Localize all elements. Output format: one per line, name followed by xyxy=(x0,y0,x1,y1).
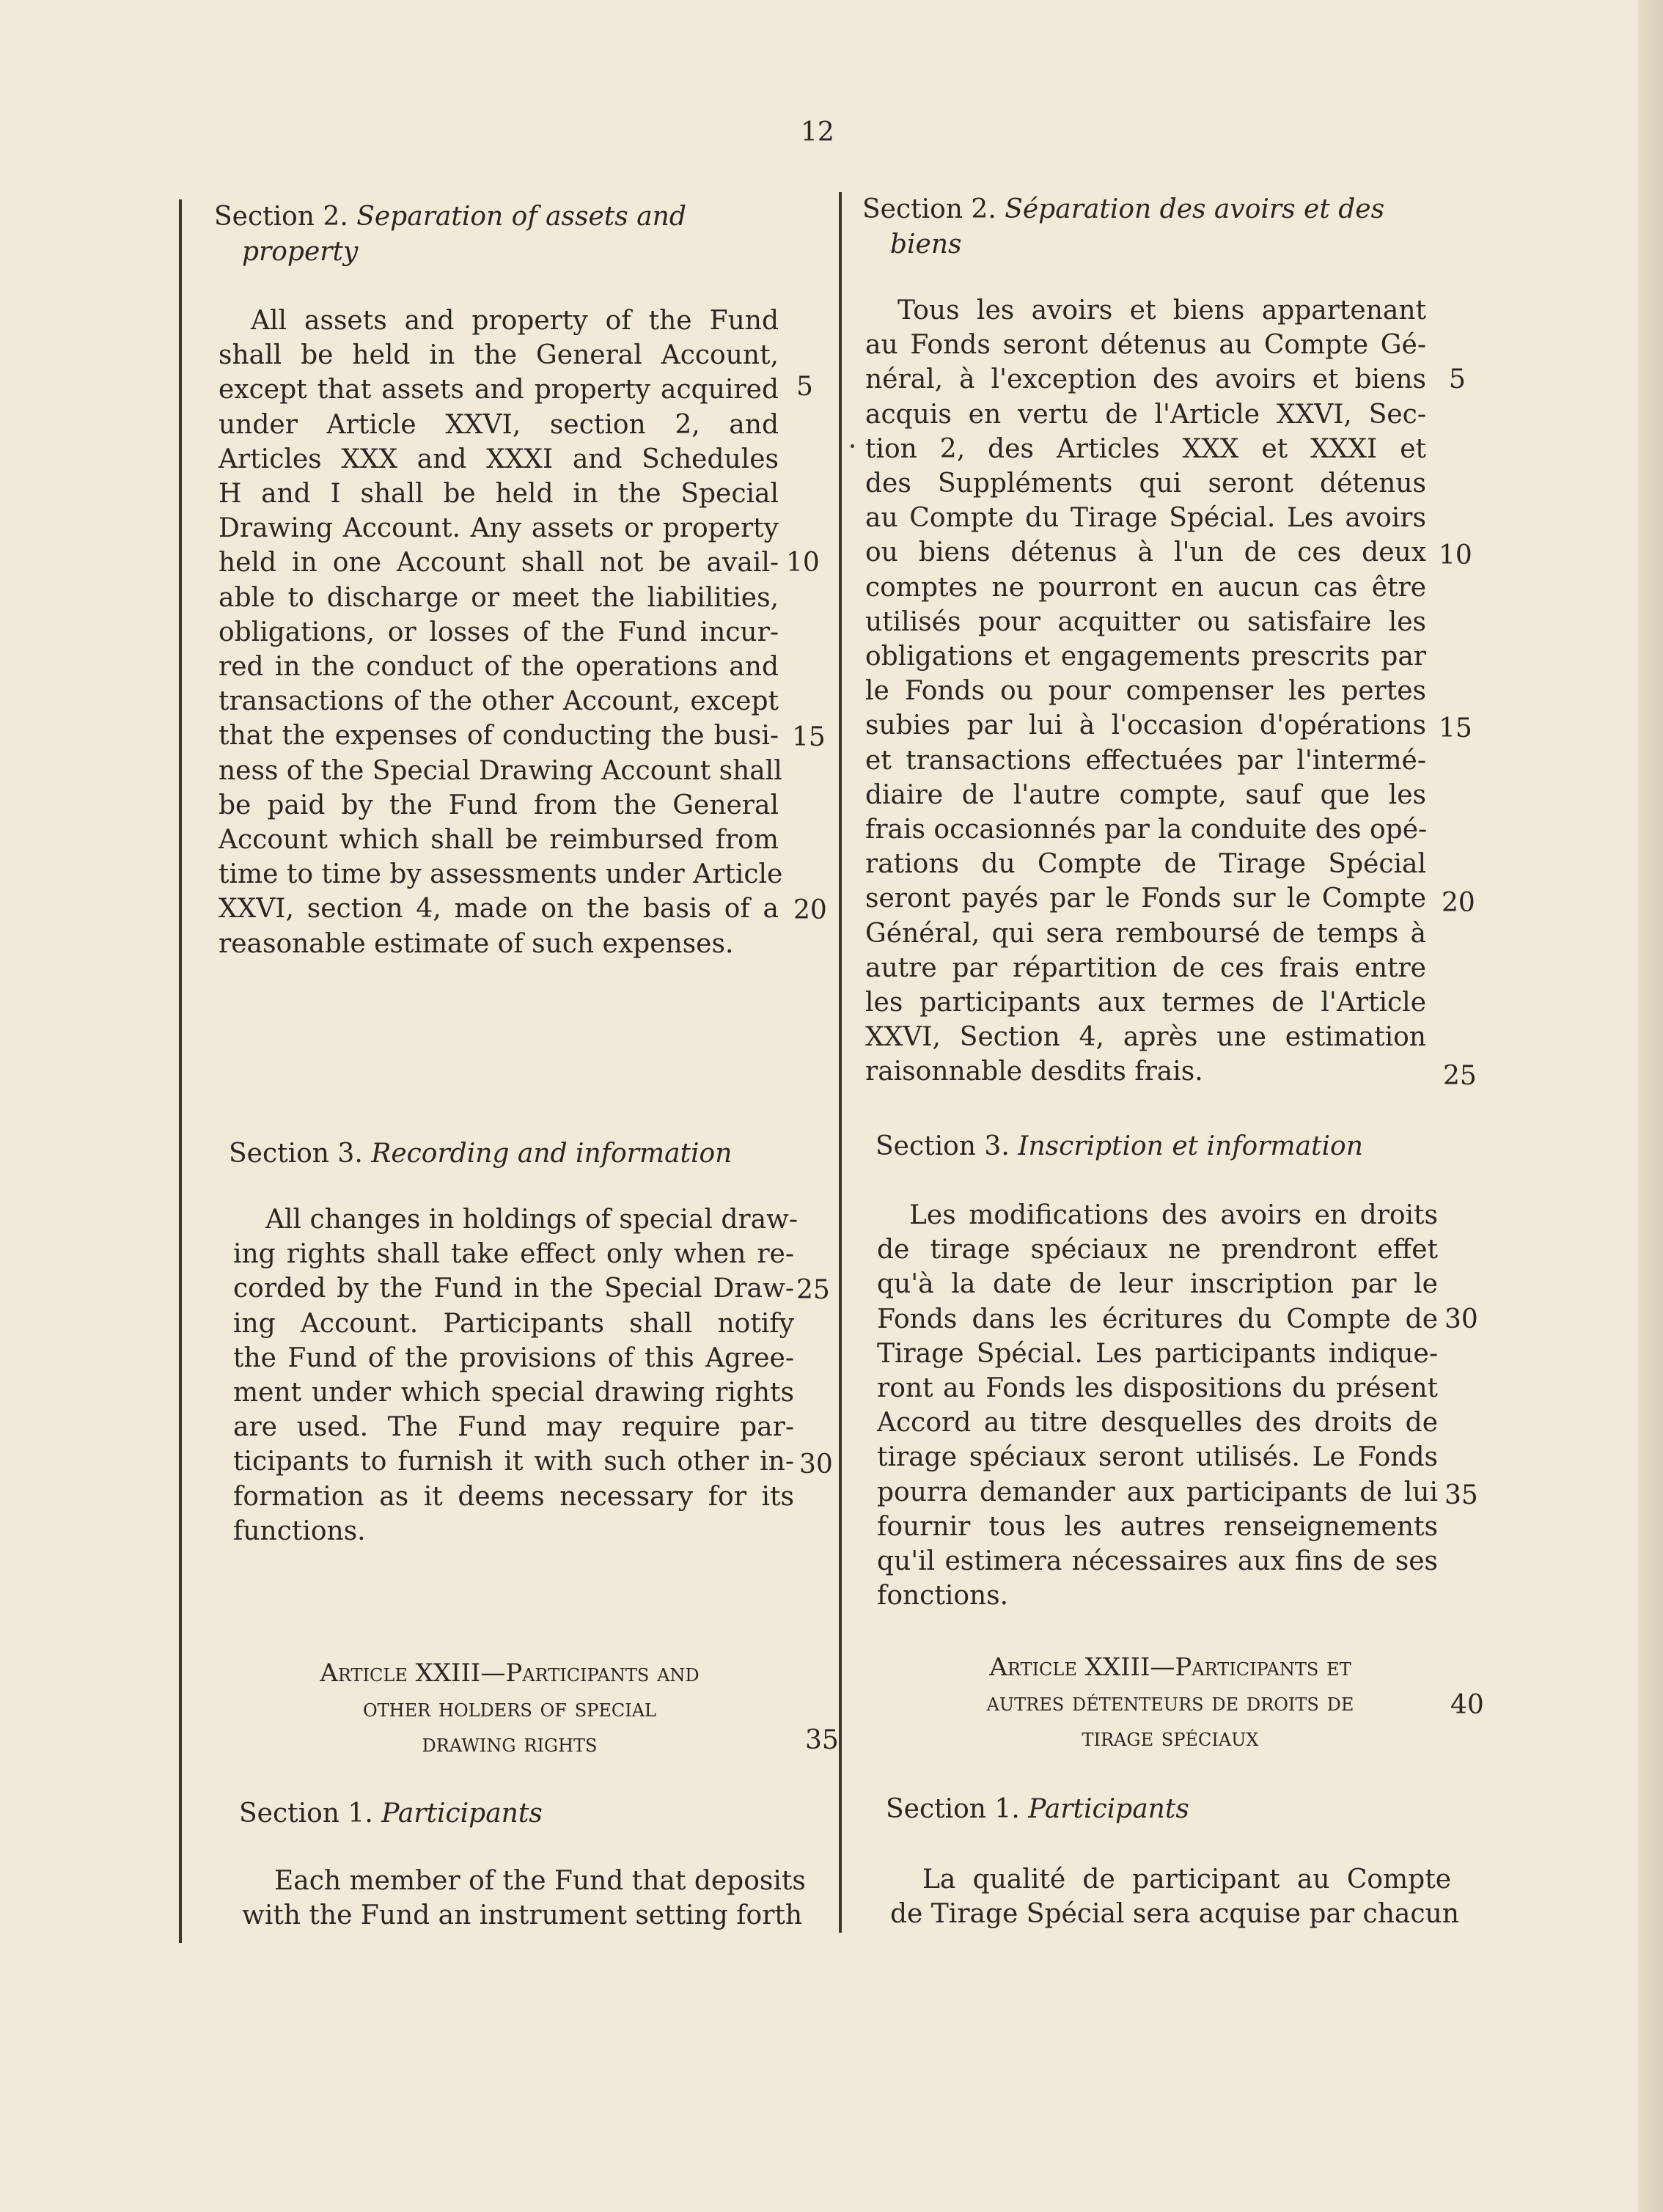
left-margin-rule xyxy=(179,199,182,1943)
en-line-number: 35 xyxy=(805,1725,839,1755)
fr-section-2-body: Tous les avoirs et biens appartenant au Fonds seront détenus au Compte Gé- néral, à l'exception des avoirs et biens acquis en vertu de l'Article XXVI, Sec- tion 2, des Articles XXX et XXXI et des Suppléments qui seront détenus au Compte du Tirage Spécial. Les avoirs ou biens détenus à l'un de ces deux comptes ne pourront en aucun cas être utilisés pour acquitter ou satisfaire les obligations et engagements prescrits par le Fonds ou pour compenser les pertes subies par lui à l'occasion d'opérations et transactions effectuées par l'intermé- diaire de l'autre compte, sauf que les frais occasionnés par la conduite des opé- rations du Compte de Tirage Spécial seront payés par le Fonds sur le Compte Général, qui sera remboursé de temps à autre par répartition de ces frais entre les participants aux termes de l'Article XXVI, Section 4, après une estimation raisonnable desdits frais. xyxy=(865,295,1428,1087)
fr-section-3-body: Les modifications des avoirs en droits de tirage spéciaux ne prendront effet qu'à la date de leur inscription par le Fonds dans les écritures du Compte de Tirage Spécial. Les participants indique- ront au Fonds les dispositions du présent Accord au titre desquelles des droits de tirage spéciaux seront utilisés. Le Fonds pourra demander aux participants de lui fournir tous les autres renseignements qu'il estimera nécessaires aux fins de ses fonctions. xyxy=(877,1200,1438,1612)
fr-line-number: 30 xyxy=(1444,1304,1478,1334)
en-section-3-heading: Section 3. Recording and information xyxy=(229,1139,733,1169)
en-line-number: 15 xyxy=(792,722,826,752)
en-line-number: 25 xyxy=(796,1275,830,1305)
column-divider-rule xyxy=(839,192,842,1933)
page-edge xyxy=(1638,0,1663,2212)
stray-mark xyxy=(851,444,854,448)
fr-section-1-heading: Section 1. Participants xyxy=(886,1794,1189,1824)
fr-line-number: 20 xyxy=(1442,888,1475,918)
page-number: 12 xyxy=(801,117,834,147)
en-line-number: 10 xyxy=(786,548,820,578)
en-section-2-heading: Section 2. Separation of assets and property xyxy=(214,202,686,267)
fr-line-number: 10 xyxy=(1439,540,1472,570)
en-section-3-body: All changes in holdings of special draw- ing rights shall take effect only when re- corded by the Fund in the Special Draw- ing Account. Participants shall notify the Fund of the provisions of this Agree- ment under which special drawing rights are used. The Fund may require par- ticipants to furnish it with such other in- formation as it deems necessary for its functions. xyxy=(233,1205,799,1546)
fr-line-number: 40 xyxy=(1450,1690,1484,1720)
en-section-1-heading: Section 1. Participants xyxy=(239,1798,543,1829)
fr-section-3-heading: Section 3. Inscription et information xyxy=(875,1131,1363,1161)
fr-line-number: 35 xyxy=(1444,1480,1478,1510)
fr-section-1-body: La qualité de participant au Compte de Tirage Spécial sera acquise par chacun xyxy=(890,1864,1459,1930)
en-section-2-body: All assets and property of the Fund shall be held in the General Account, except that assets and property acquired under Article XXVI, section 2, and Articles XXX and XXXI and Schedules H and I shall be held in the Special Drawing Account. Any assets or property held in one Account shall not be avail- able to discharge or meet the liabilities, obligations, or losses of the Fund incur- red in the conduct of the operations and transactions of the other Account, except that the expenses of conducting the busi- ness of the Special Drawing Account shall be paid by the Fund from the General Account which shall be reimbursed from time to time by assessments under Article XXVI, section 4, made on the basis of a reasonable estimate of such expenses. xyxy=(219,306,783,959)
en-line-number: 5 xyxy=(796,372,813,402)
en-article-heading: Article XXIII—Participants and other holders of special drawing rights xyxy=(320,1658,700,1758)
fr-line-number: 25 xyxy=(1443,1061,1477,1091)
en-line-number: 30 xyxy=(799,1449,833,1480)
en-section-1-body: Each member of the Fund that deposits with the Fund an instrument setting forth xyxy=(242,1866,806,1931)
fr-section-2-heading: Section 2. Séparation des avoirs et des biens xyxy=(862,194,1385,260)
fr-line-number: 5 xyxy=(1449,364,1466,394)
fr-article-heading: Article XXIII—Participants et autres détenteurs de droits de tirage spéciaux xyxy=(986,1653,1354,1752)
fr-line-number: 15 xyxy=(1439,713,1472,743)
en-line-number: 20 xyxy=(793,895,827,925)
